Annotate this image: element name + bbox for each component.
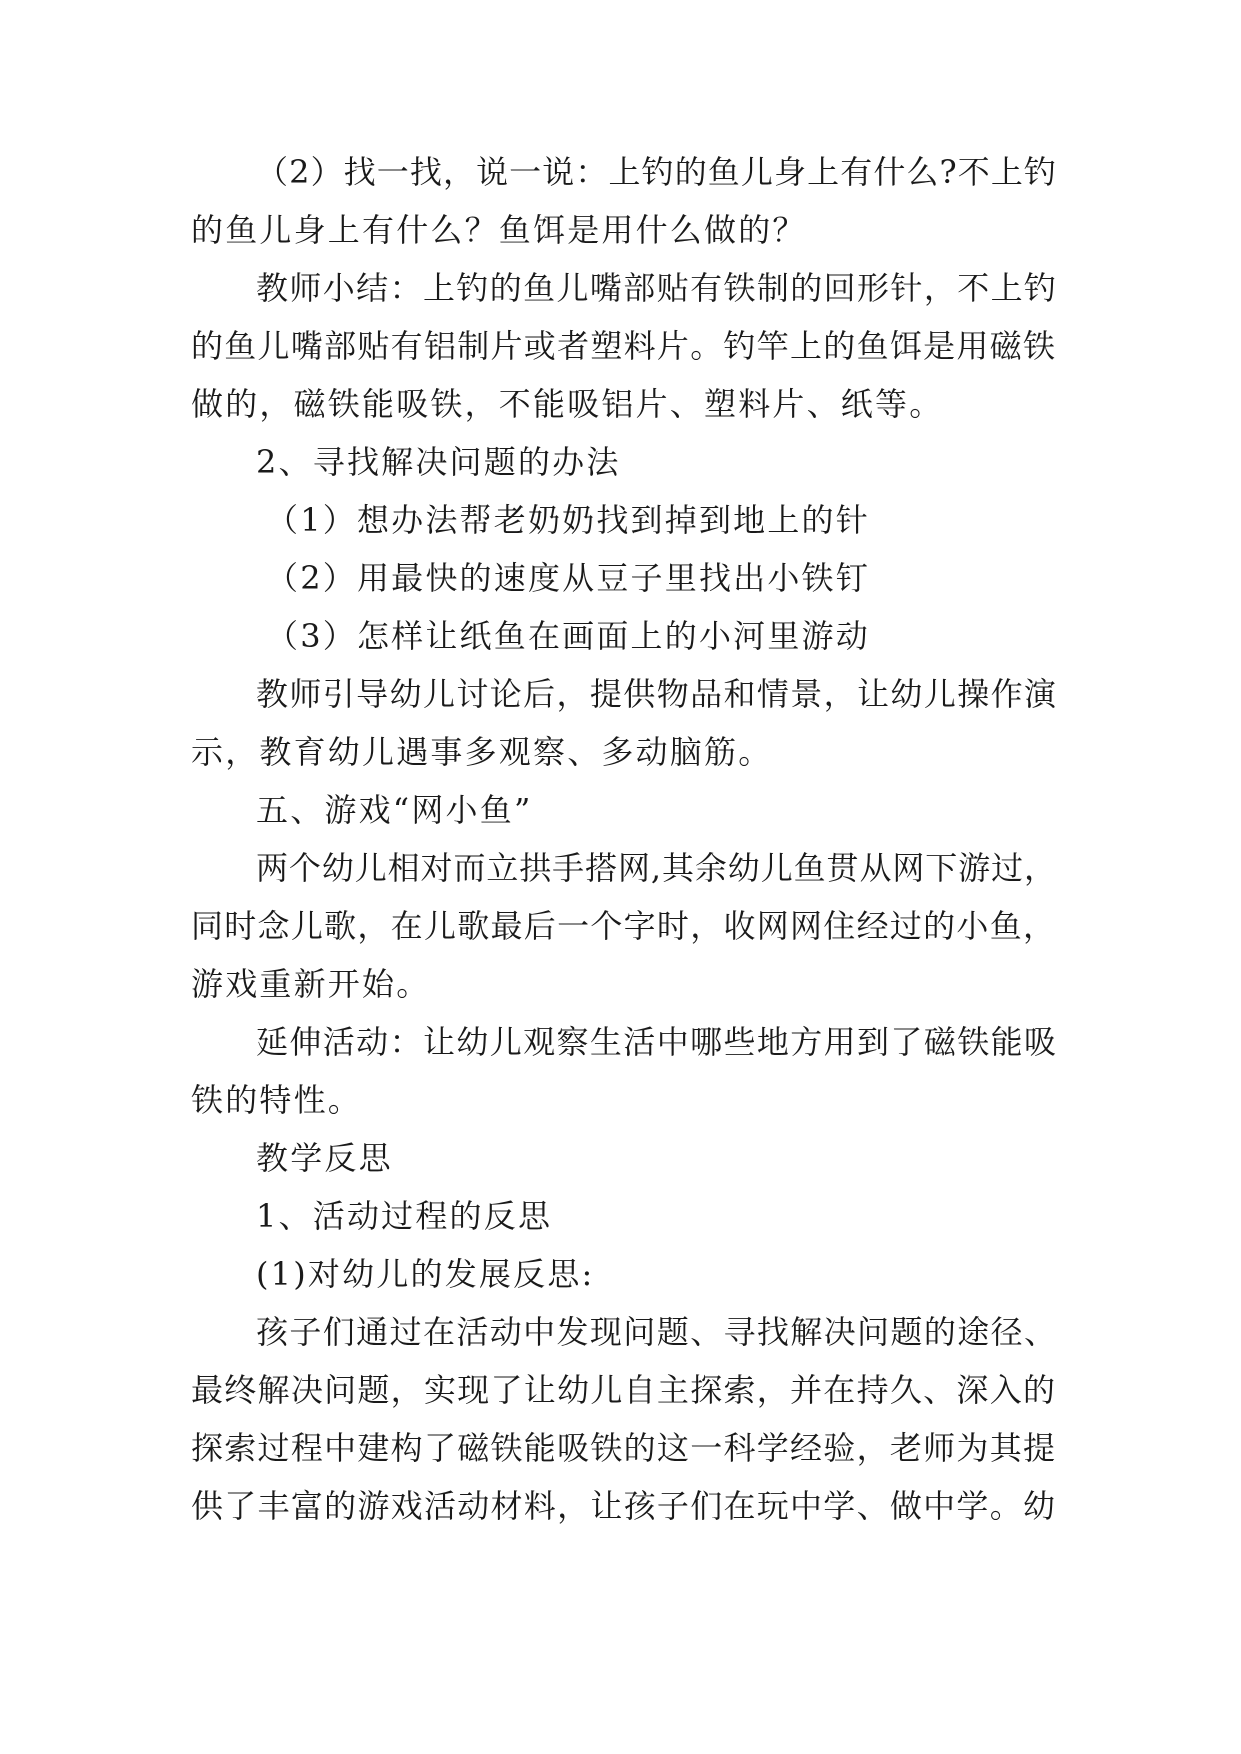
text-line: 示，教育幼儿遇事多观察、多动脑筋。 [191,733,773,771]
text-line: 的鱼儿嘴部贴有铝制片或者塑料片。钓竿上的鱼饵是用磁铁 [191,327,1055,365]
section-heading: 1、活动过程的反思 [256,1197,553,1235]
text-line: 铁的特性。 [191,1081,363,1119]
text-line: 做的，磁铁能吸铁，不能吸铝片、塑料片、纸等。 [191,385,944,423]
text-line: 探索过程中建构了磁铁能吸铁的这一科学经验，老师为其提 [191,1429,1055,1467]
text-line: 孩子们通过在活动中发现问题、寻找解决问题的途径、 [256,1313,1056,1351]
text-line: 游戏重新开始。 [191,965,431,1003]
list-item: （2）用最快的速度从豆子里找出小铁钉 [266,559,870,597]
text-line: 教师小结：上钓的鱼儿嘴部贴有铁制的回形针，不上钓 [256,269,1056,307]
text-line: 的鱼儿身上有什么？鱼饵是用什么做的？ [191,211,807,249]
text-line: 教师引导幼儿讨论后，提供物品和情景，让幼儿操作演 [256,675,1056,713]
section-heading: 五、游戏“网小鱼” [256,791,533,829]
text-line: 供了丰富的游戏活动材料，让孩子们在玩中学、做中学。幼 [191,1487,1055,1525]
text-line: 同时念儿歌，在儿歌最后一个字时，收网网住经过的小鱼， [191,907,1055,945]
section-heading: 教学反思 [256,1139,393,1177]
text-line: （2）找一找，说一说：上钓的鱼儿身上有什么?不上钓 [256,153,1056,191]
list-item: （1）想办法帮老奶奶找到掉到地上的针 [266,501,870,539]
text-line: 两个幼儿相对而立拱手搭网,其余幼儿鱼贯从网下游过， [256,849,1056,887]
subsection-heading: (1)对幼儿的发展反思: [256,1255,595,1293]
list-item: （3）怎样让纸鱼在画面上的小河里游动 [266,617,870,655]
text-line: 延伸活动：让幼儿观察生活中哪些地方用到了磁铁能吸 [256,1023,1056,1061]
text-line: 最终解决问题，实现了让幼儿自主探索，并在持久、深入的 [191,1371,1055,1409]
section-heading: 2、寻找解决问题的办法 [256,443,621,481]
